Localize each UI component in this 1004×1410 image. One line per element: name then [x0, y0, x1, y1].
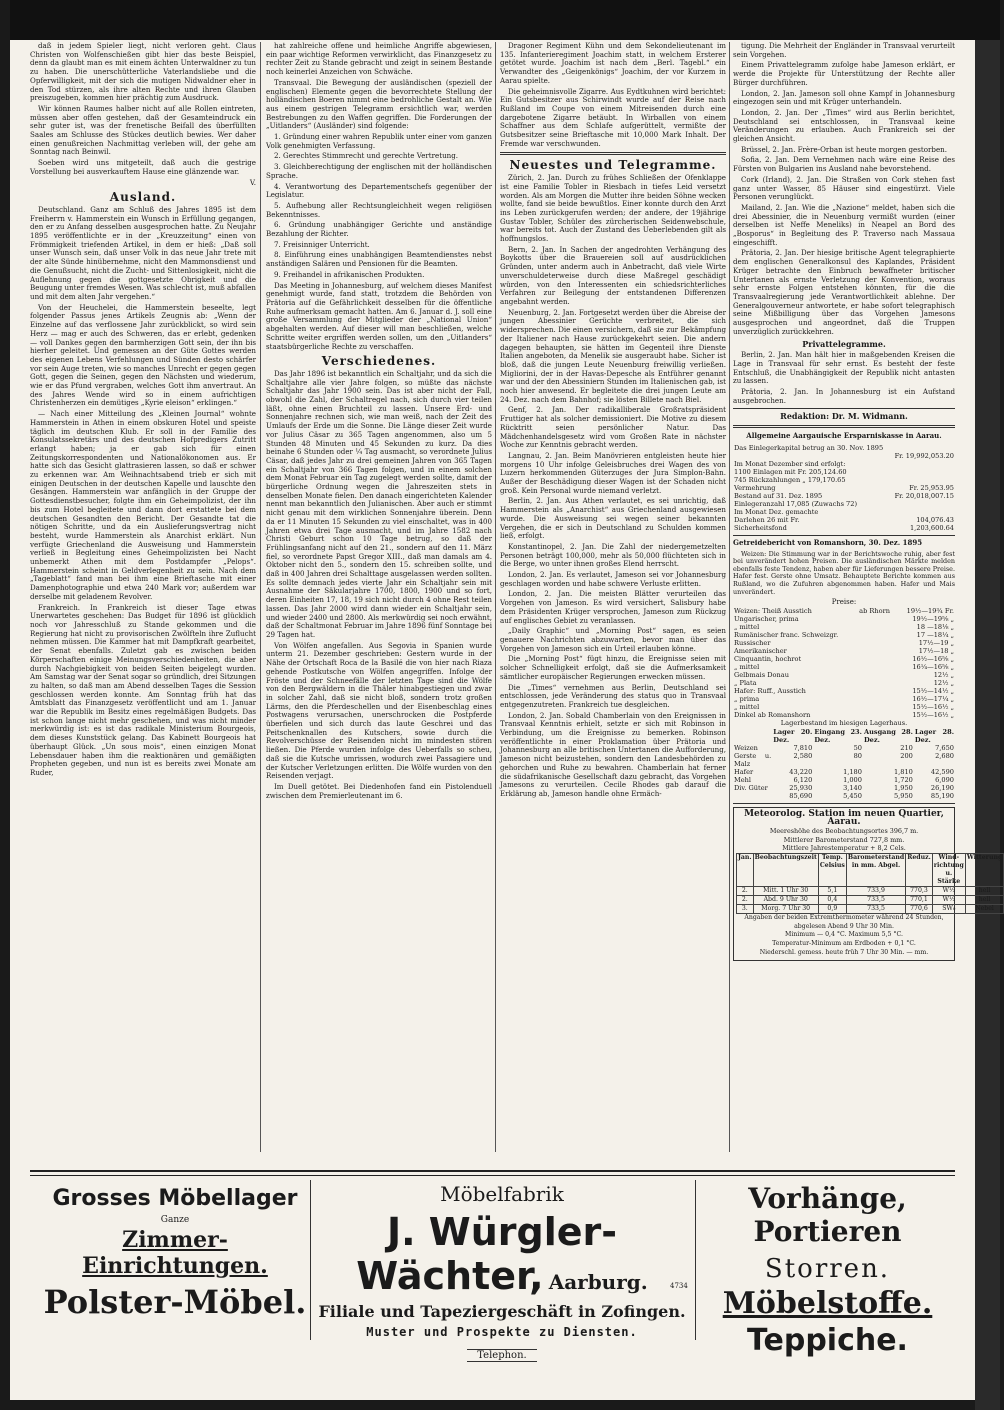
ad-text: Teppiche.	[747, 1323, 908, 1358]
table-cell: 18 —18⅛ „	[916, 622, 954, 631]
table-row	[733, 476, 955, 484]
news-item: Einem Privattelegramm zufolge habe Jameson erklärt, er werde die Projekte für Unterstützung der Rechte aller Bürger durchführen.	[733, 60, 955, 87]
paragraph: Von der Heuchelei, die Hammerstein beseelte, legt folgender Passus jenes Artikels Zeugnis ab: „Wenn der Einzelne auf das verflossene Jahr zurückblickt, so wird sein Herz — mag er auch des Schweren, das er erlebt, gedenken — voll Dankes gegen den barmherzigen Gott sein, der ihn bis hierher geleitet. Und gemessen an der Güte Gottes werden des eigenen Lebens Verfehlungen und Sünden desto schärfer vor sein Auge treten, wie so manches Unrecht er gegen gegen Gott, gegen die Seinen, gegen den Nächsten und wiederum, wie er das Pfund vergraben, welches Gott ihm anvertraut. An des Jahres Wende wird so in einem aufrichtigen Christenherzen ein demütiges „Kyrie eleison“ erklingen.“	[30, 302, 256, 408]
meteo-table	[736, 853, 1004, 914]
list-item: 1. Gründung einer wahren Republik unter einer vom ganzen Volk genehmigten Verfassung.	[266, 132, 492, 150]
table-cell: 25,930	[789, 783, 813, 792]
section-title-ausland: Ausland.	[109, 190, 177, 205]
news-item: London, 2. Jan. Die meisten Blätter verurteilen das Vorgehen von Jameson. Es wird versichert, Salisbury habe dem Präsidenten Krüger versprochen, Jameson zum Rückzug auf englisches Gebiet zu veranlassen.	[500, 589, 726, 625]
ad-text: Ganze	[160, 1215, 190, 1225]
meteo-foot: Angaben der beiden Extremthermometer während 24 Stunden, abgelesen Abend 9 Uhr 30 Min.	[744, 914, 944, 930]
table-cell: Vermehrung	[734, 483, 776, 492]
ad-rule	[30, 1170, 955, 1172]
table-cell: 17½—18 „	[918, 646, 954, 655]
table-cell: Cinquantin, hochrot	[734, 654, 802, 663]
table-cell	[858, 687, 897, 695]
table-row	[733, 655, 955, 663]
ad-wuergler	[312, 1180, 692, 1361]
table-cell: 1,810	[893, 767, 913, 776]
ad-text: Aarburg.	[548, 1270, 648, 1294]
news-item: Genf, 2. Jan. Der radikalliberale Großratspräsident Fruttiger hat als solcher demissioniert. Die Motive zu diesem Rücktritt seien persönlicher Natur. Das Mädchenhandelsgesetz wird vom Großen Rate in nächster Woche zur Kenntnis gebracht werden.	[500, 405, 726, 450]
ad-text: Polster-Möbel.	[43, 1283, 307, 1321]
paragraph: — Nach einer Mitteilung des „Kleinen Journal“ wohnte Hammerstein in Athen in einem obskuren Hotel und speiste täglich im deutschen Klub. Er soll in der Familie des Konsulatssekretärs und des deutschen Hofpredigers Zutritt erlangt haben; ja er gab sich für einen Zeitungskorrespondenten und Nationalökonomen aus. Er hatte sich das Gesicht glattrasieren lassen, so daß er schwer zu erkennen war. Am Weihnachtsabend trieb er sich mit einigen Deutschen in der deutschen Kapelle und lauschte den Gesängen. Hammerstein war anfänglich in der Gruppe der Gottesdienstbesucher, folgte ihm ein Geheimpolizist, der ihn bis zum Hotel begleitete und dann dort erstattete bei dem deutschen Gesandten den Bericht. Der Gesandte tat die nötigen Schritte, und da ein Auslieferungsvertrag nicht besteht, wurde Hammerstein als Anarchist erklärt. Nun verfügte Griechenland die Ausweisung und Hammerstein verließ in Begleitung eines Geheimpolizisten bei Nacht unbemerkt Athen mit dem Postdampfer „Pelops“. Hammerstein scheint in Geldverlegenheit zu sein. Nach dem „Tageblatt“ fand man bei ihm eine Brieftasche mit einer Damenphotographie und etwa 240 Mark vor; außerdem war derselbe mit geladenem Revolver.	[30, 409, 256, 601]
list-item: 3. Gleichberechtigung der englischen mit der holländischen Sprache.	[266, 162, 492, 180]
table-row	[733, 695, 955, 703]
table-cell: „ prima	[734, 694, 760, 703]
table-cell	[858, 695, 897, 703]
table-row	[733, 687, 955, 695]
table-cell: W½	[932, 887, 965, 896]
table-cell: Im Monat Dezember sind erfolgt:	[734, 459, 846, 468]
table-cell: Gerste u. Malz	[734, 751, 772, 768]
table-cell: 2,580	[793, 751, 813, 760]
ad-text: Telephon.	[467, 1349, 536, 1362]
table-cell: Sicherheitsfond	[734, 523, 787, 532]
meteo-sub: Meereshöhe des Beobachtungsortes 396,7 m.	[769, 826, 919, 835]
table-cell: 210	[900, 743, 913, 752]
table-cell: Fr. 19,992,053.20	[894, 451, 954, 460]
table-cell	[858, 679, 897, 687]
table-cell	[858, 671, 897, 679]
list-item: 7. Freisinniger Unterricht.	[274, 239, 370, 249]
table-cell: 2,680	[935, 751, 954, 760]
table-cell: 745 Rückzahlungen „ 179,170.65	[734, 475, 846, 484]
column-header: Beobachtungszeit	[753, 854, 818, 887]
table-cell	[858, 623, 897, 631]
meteo-title: Meteorolog. Station im neuen Quartier, Aarau.	[744, 808, 944, 828]
ad-text: Muster und Prospekte zu Diensten.	[366, 1325, 638, 1339]
table-row	[733, 679, 955, 687]
table-cell: 43,220	[789, 767, 813, 776]
table-cell: Rumänischer franc. Schweizgr.	[734, 630, 839, 639]
table-row	[733, 468, 955, 476]
table-cell: 770,1	[906, 896, 933, 905]
meteo-sub: Mittlere Jahrestemperatur + 8,2 Cels.	[782, 844, 906, 853]
meteo-foot: Temperatur-Minimum am Erdboden + 0,1 °C.	[772, 940, 916, 948]
table-row	[733, 524, 955, 532]
table-row	[733, 615, 955, 623]
table-row	[733, 647, 955, 655]
table-cell: 16½—17¼ „	[912, 694, 954, 703]
table-cell: SW₀	[932, 905, 965, 914]
table-cell: Weizen: Theiß Ausstich	[734, 606, 812, 615]
table-cell: 2.	[737, 887, 754, 896]
table-row	[737, 887, 1004, 896]
table-cell: 15½—14½ „	[912, 686, 954, 695]
table-cell: 16¼—16⅝ „	[912, 662, 954, 671]
table-cell	[891, 508, 955, 516]
page-shadow	[975, 40, 1000, 1410]
ad-vorhaenge	[700, 1180, 955, 1358]
table-cell: Weizen	[734, 743, 758, 752]
table-cell: 733,5	[846, 896, 905, 905]
lager-table	[733, 728, 955, 800]
table-cell	[891, 476, 955, 484]
redaktion-line: Redaktion: Dr. M. Widmann.	[780, 411, 908, 422]
table-cell: 5,450	[843, 791, 862, 800]
column-divider	[260, 42, 261, 1152]
table-cell: Abd. 9 Uhr 30	[753, 896, 818, 905]
table-cell: 6,120	[793, 775, 813, 784]
table-row	[733, 744, 955, 752]
paragraph: Die geheimnisvolle Zigarre. Aus Eydtkuhnen wird berichtet: Ein Gutsbesitzer aus Schirwindt wurde auf der Reise nach Rußland im Coupe von einem Mitreisenden durch eine dargebotene Zigarre betäubt. In Wirballen von einem Schaffner aus dem Schlafe aufgerüttelt, vermißte der Gutsbesitzer seine Brieftasche mit 10,000 Mark Inhalt. Der Fremde war verschwunden.	[500, 86, 726, 148]
paragraph: Das Meeting in Johannesburg, auf welchem dieses Manifest genehmigt wurde, fand statt, trotzdem die Behörden von Prätoria auf die Gefährlichkeit desselben für die öffentliche Ruhe aufmerksam gemacht hatten. Am 6. Januar d. J. soll eine große Versammlung der Mitglieder der „National Union“ abgehalten werden. Auf dieser will man beschließen, welche Schritte weiter ergriffen werden sollen, um den „Uitlanders“ staatsbürgerliche Rechte zu verschaffen.	[266, 280, 492, 351]
column-header: Wind-richtung u. Stärke	[933, 854, 964, 886]
table-cell: 19½—19⅝ „	[912, 614, 954, 623]
meteo-foot: Niederschl. gemess. heute früh 7 Uhr 30 Min. — mm.	[759, 948, 929, 956]
table-cell: hell	[965, 896, 1003, 905]
preise-table	[733, 607, 955, 719]
kasse-table	[733, 444, 955, 532]
rule	[733, 535, 955, 536]
table-cell	[733, 452, 891, 460]
news-item: London, 2. Jan. Es verlautet, Jameson sei vor Johannesburg geschlagen worden und habe schwere Verluste erlitten.	[500, 570, 726, 588]
column-header: Temp. Celsius	[818, 854, 846, 887]
table-cell: Ungarischer, prima	[734, 614, 799, 623]
table-row	[733, 711, 955, 719]
privattelegramme-title: Privattelegramme.	[802, 338, 886, 349]
meteo-sub: Mittlerer Barometerstand 727,8 mm.	[783, 835, 905, 844]
table-row	[733, 703, 955, 711]
table-cell: 85,690	[789, 791, 813, 800]
column-header: Lager 20. Dez.	[773, 727, 813, 744]
table-cell: Einlegeranzahl 17,085 (Zuwachs 72)	[734, 499, 858, 508]
table-cell: Mehl	[734, 775, 752, 784]
table-cell: 12½ „	[933, 670, 954, 679]
table-cell: 200	[900, 751, 913, 760]
rule	[733, 803, 955, 804]
table-cell: Hafer: Ruff., Ausstich	[734, 686, 806, 695]
paragraph-transvaal: Transvaal. Die Bewegung der ausländischen (speziell der englischen) Elemente gegen die bevorrechtete Stellung der holländischen Boeren nimmt eine bedrohliche Gestalt an. Wie aus einem gestrigen Telegramm ersichtlich war, werden Bestrebungen zu den Waffen gegriffen. Die Forderungen der „Uitlanders“ (Ausländer) sind folgende:	[266, 77, 492, 131]
ad-text: Filiale und Tapeziergeschäft in Zofingen.	[318, 1302, 686, 1321]
table-cell: Nebel	[965, 905, 1003, 914]
table-cell: „ mittel	[734, 622, 760, 631]
table-cell: hell	[965, 887, 1003, 896]
table-cell: 0,4	[818, 896, 846, 905]
table-cell: Dinkel ab Romanshorn	[734, 710, 811, 719]
column-2	[266, 42, 492, 1157]
paragraph: hat zahlreiche offene und heimliche Angriffe abgewiesen, ein paar wichtige Reformen verwirklicht, das Finanzgesetz zu rechter Zeit zu Stande gebracht und zeigt in seinem Bestande noch keinerlei Anzeichen von Schwäche.	[266, 41, 492, 77]
lager-title: Lagerbestand im hiesigen Lagerhaus.	[780, 718, 908, 727]
ad-text: Möbelstoffe.	[722, 1286, 933, 1321]
getreide-intro: Weizen: Die Stimmung war in der Berichtswoche ruhig, aber fest bei unverändert hohen Preisen. Die ausländischen Märkte melden ebenfalls feste Tendenz, haben aber für Lieferungen bessere Preise. Hafer fest. Gerste ohne Umsatz. Behauptete Berichte kommen aus Rußland, wo die Zufuhren abgenommen haben. Hafer und Mais unverändert.	[733, 549, 955, 596]
table-cell: 15½—16½ „	[912, 710, 954, 719]
rule	[500, 152, 726, 155]
table-cell	[858, 615, 897, 623]
getreide-title: Getreidebericht von Romanshorn, 30. Dez. 1895	[733, 537, 923, 547]
table-cell: Das Einlegerkapital betrug an 30. Nov. 1895	[734, 443, 884, 452]
list-item: 8. Einführung eines unabhängigen Beamtendienstes nebst anständigen Salären und Pensionen für die Beamten.	[266, 250, 492, 269]
table-cell: 770,6	[906, 905, 933, 914]
table-cell	[858, 663, 897, 671]
table-row	[733, 768, 955, 776]
news-item: Sofia, 2. Jan. Dem Vernehmen nach wäre eine Reise des Fürsten von Bulgarien ins Ausland nahe bevorstehend.	[733, 155, 955, 174]
paragraph: Wir können Raumes halber nicht auf alle Rollen eintreten, müssen aber offen gestehen, daß der Gesamteindruck ein sehr guter ist, was der frenetische Beifall des überfüllten Saales am Schlusse des Stückes deutlich bewies. Wer daher einen genußreichen Nachmittag verleben will, der gehe am Sonntag nach Beinwil.	[30, 103, 256, 157]
news-item: „Daily Graphic“ und „Morning Post“ sagen, es seien genauere Nachrichten abzuwarten, bevor man über das Vorgehen von Jameson sich ein Urteil erlauben könne.	[500, 626, 726, 653]
preise-title: Preise:	[831, 598, 857, 607]
ad-moebellager	[40, 1180, 310, 1340]
table-cell: Hafer	[734, 767, 754, 776]
ad-code: 4734	[670, 1282, 688, 1290]
table-row	[733, 752, 955, 768]
table-cell: 6,090	[935, 775, 954, 784]
paragraph: daß in jedem Spieler liegt, nicht verloren geht. Claus Christen von Wolfenschießen gibt hier das beste Beispiel, denn da glaubt man es mit einem ächten Unterwaldner zu tun zu haben. Die unerschütterliche Vaterlandsliebe und die Opferwilligkeit, mit der sich die mutigen Nidwaldner eher in den Tod stürzen, als ihre alten Rechte und ihren Glauben preiszugeben, kommen hier prächtig zum Ausdruck.	[30, 41, 256, 103]
news-item: Prätoria, 2. Jan. In Johannesburg ist ein Aufstand ausgebrochen.	[733, 387, 955, 405]
column-header: Jan.	[737, 854, 754, 887]
news-item: Bern, 2. Jan. In Sachen der angedrohten Verhängung des Boykotts über die Brauereien soll auf ausdrücklichen Gründen, unter anderm auch in Anbetracht, daß viele Wirte unverschuldeterweise durch diese Maßregel geschädigt würden, von den Interessenten ein schiedsrichterliches Verfahren zur Beilegung der entstandenen Differenzen angebahnt werden.	[500, 244, 726, 306]
table-cell: „ Plata	[734, 678, 757, 687]
paragraph-frankreich: Frankreich. In Frankreich ist dieser Tage etwas Unerwartetes geschehen: Das Budget für 1896 ist glücklich noch vor Jahresschluß zu Stande gekommen und die Regierung hat nicht zu provisorischen Zwölfteln ihre Zuflucht nehmen müssen. Die Kammer hat mit Dampfkraft gearbeitet, der Senat ebenfalls. Zuletzt gab es zwischen beiden Körperschaften einige Meinungsverschiedenheiten, die aber durch Nachgiebigkeit von beiden Seiten beigelegt wurden. Am Samstag war der Senat sogar so gründlich, drei Sitzungen zu halten, so daß man am Abend desselben Tages die Session geschlossen werden konnte. Am Sonntag früh hat das Amtsblatt das Finanzgesetz veröffentlicht und am 1. Januar war die Republik im Besitz eines regelmäßigen Budgets. Das ist schon lange nicht mehr geschehen, und was nicht minder merkwürdig ist: es ist das radikale Ministerium Bourgeois, dem dieses Kunststück gelang. Das Kabinett Bourgeois hat überhaupt Glück. „Un sous mois“, einen einzigen Monat Lebensdauer haben ihm die reaktionären und gemäßigten Propheten gegeben, und nun ist es bereits zwei Monate am Ruder,	[30, 602, 256, 777]
table-cell: 0,9	[818, 905, 846, 914]
table-row	[733, 508, 955, 516]
ad-divider	[310, 1180, 311, 1340]
table-cell: 19½—19¾ Fr.	[906, 606, 954, 615]
table-row	[737, 896, 1004, 905]
table-cell: W½	[932, 896, 965, 905]
table-cell: 5,950	[893, 791, 913, 800]
column-header: Witterung	[965, 854, 1003, 887]
table-cell: 733,9	[846, 887, 905, 896]
paragraph: Soeben wird uns mitgeteilt, daß auch die gestrige Vorstellung bei ausverkauftem Hause eine glänzende war.	[30, 158, 256, 176]
table-row	[733, 792, 955, 800]
table-cell	[891, 444, 955, 452]
news-item: Neuenburg, 2. Jan. Fortgesetzt werden über die Abreise der jungen Abessinier Gerüchte verbreitet, die sich widersprechen. Die einen versichern, daß sie zur Bekämpfung der Italiener nach Hause zurückgekehrt seien. Die andern dagegen behaupten, sie hätten im Gegenteil ihre Dienste Italien angeboten, da Menelik sie ausgeraubt habe. Sicher ist bloß, daß die jungen Leute Neuenburg freiwillig verließen. Migliorini, der in der Havas-Depesche als Entführer genannt war und der den Abessiniern Stunden im Italienischen gab, ist noch hier anwesend. Er begleitete die drei jungen Leute am 24. Dez. nach dem Bahnhof; sie lösten Billete nach Biel.	[500, 307, 726, 404]
table-cell: 1,000	[843, 775, 862, 784]
news-item: Die „Times“ vernehmen aus Berlin, Deutschland sei entschlossen, jede Veränderung des status quo in Transvaal entgegenzutreten. Frankreich tue desgleichen.	[500, 682, 726, 709]
table-cell: Bestand auf 31. Dez. 1895	[734, 491, 823, 500]
table-cell	[858, 703, 897, 711]
top-margin	[10, 0, 1000, 40]
paragraph-deutschland: Deutschland. Ganz am Schluß des Jahres 1895 ist dem Freiherrn v. Hammerstein ein Wunsch in Erfüllung gegangen, den er zu Anfang desselben ausgesprochen hatte. Zu Neujahr 1895 veröffentlichte er in der „Kreuzzeitung“ einen von Frömmigkeit triefenden Artikel, in dem er hieß: „Daß soll unser Wunsch sein, daß unser Volk in das neue Jahr trete mit der alte Sünde hinübernehme, nicht den Mammonsdienst und die Genußsucht, nicht die Zucht- und Sittenlosigkeit, nicht die Auflehnung gegen die gottgesetzte Obrigkeit und die Beugung unter fremdes Wesen. Was schlecht ist, muß abfallen und mit dem alten Jahr vergehen.“	[30, 204, 256, 301]
table-cell: 16½—16⅝ „	[912, 654, 954, 663]
table-cell: Fr. 25,953.95	[909, 483, 954, 492]
news-item: London, 2. Jan. Sobald Chamberlain von den Ereignissen in Transvaal Kenntnis erhielt, setzte er sich mit Robinson in Verbindung, um die Ereignisse zu bemerken. Robinson veröffentlichte in einer Proklamation über Prätoria und Johannesburg an alle britischen Untertanen die Aufforderung, Jameson nicht beizustehen, sondern den Landesbehörden zu gehorchen und Ruhe zu bewahren. Chamberlain hat ferner die südafrikanische Gesellschaft dazu gebracht, das Vorgehen Jamesons zu verurteilen. Cecile Rhodes gab darauf die Erklärung ab, Jameson handle ohne Ermäch-	[500, 710, 726, 798]
column-header: Lager 28. Dez.	[914, 727, 954, 744]
news-item: Prätoria, 2. Jan. Der hiesige britische Agent telegraphierte dem englischen Generalkonsul des Kaplandes, Präsident Krüger betrachte den Einbruch bewaffneter britischer Untertanen als ernste Verletzung der Konvention, woraus sehr ernste Folgen entstehen könnten, für die die Transvaalregierung jede Verantwortlichkeit ablehne. Der Generalgouverneur antwortete, er habe sofort telegraphisch seine Mißbilligung über das Vorgehen Jamesons ausgesprochen und angeordnet, daß die Truppen unverzüglich zurückkehren.	[733, 248, 955, 336]
table-cell: Morg. 7 Uhr 30	[753, 905, 818, 914]
ad-text: Zimmer-Einrichtungen.	[82, 1227, 268, 1279]
table-cell: 1,180	[843, 767, 862, 776]
table-row	[733, 484, 955, 492]
table-cell: Russischer	[734, 638, 771, 647]
column-3	[500, 42, 726, 1157]
table-row	[733, 607, 955, 615]
news-item: tigung. Die Mehrheit der Engländer in Transvaal verurteilt sein Vorgehen.	[733, 41, 955, 59]
table-cell: 80	[853, 751, 862, 760]
ad-text: Storren.	[764, 1254, 891, 1284]
column-header: Eingang 23. Dez.	[814, 727, 862, 744]
table-cell: 733,5	[846, 905, 905, 914]
table-row	[733, 623, 955, 631]
table-cell: Fr. 20,018,007.15	[894, 491, 954, 500]
ad-headline: Vorhänge, Portieren	[748, 1182, 907, 1248]
list-item: 4. Verantwortung des Departementschefs gegenüber der Legislatur.	[266, 181, 492, 200]
table-cell: 15½—16½ „	[912, 702, 954, 711]
column-1	[30, 42, 256, 1157]
table-row	[733, 452, 955, 460]
table-row	[733, 784, 955, 792]
table-cell	[891, 460, 955, 468]
table-cell: Mitt. 1 Uhr 30	[753, 887, 818, 896]
table-cell	[891, 500, 955, 508]
table-row	[733, 460, 955, 468]
table-cell: 26,190	[930, 783, 954, 792]
table-cell: 3.	[737, 905, 754, 914]
column-header: Barometerstand in mm. Abgel.	[846, 854, 905, 887]
table-cell: 1,720	[893, 775, 913, 784]
ad-headline: J. Würgler-Wächter,	[356, 1210, 618, 1298]
table-row	[733, 671, 955, 679]
table-cell	[858, 639, 897, 647]
table-row	[733, 631, 955, 639]
news-item: Mailand, 2. Jan. Wie die „Nazione“ meldet, haben sich die drei Abessinier, die in Neuenburg vermißt wurden (einer derselben ist Neffe Meneliks) in Neapel an Bord des „Bosporus“ in Begleitung des P. Traverso nach Massaua eingeschifft.	[733, 202, 955, 247]
column-divider	[495, 42, 496, 1152]
news-item: Zürich, 2. Jan. Durch zu frühes Schließen der Ofenklappe ist eine Familie Tobler in Riesbach in tiefes Leid versetzt worden. Als am Morgen die Mutter ihre beiden Söhne wecken wollte, fand sie beide bewußtlos. Einer konnte durch den Arzt ins Leben zurückgerufen werden; der andere, der 19jährige Gustav Tobler, Schüler des zürcherischen Seidenwebschule, war bereits tot. Auch der Zustand des Ueberlebenden gilt als hoffnungslos.	[500, 173, 726, 244]
table-cell: 50	[853, 743, 862, 752]
news-item: Langnau, 2. Jan. Beim Manövrieren entgleisten heute hier morgens 10 Uhr infolge Geleisbruches drei Wagen des von Luzern herkommenden Güterzuges der Jura Simplon-Bahn. Außer der Beschädigung dieser Wagen ist der Schaden nicht groß. Kein Personal wurde niemand verletzt.	[500, 450, 726, 495]
table-row	[733, 500, 955, 508]
table-cell: 1,203,600.64	[909, 523, 954, 532]
table-cell: 85,190	[930, 791, 954, 800]
news-item: Konstantinopel, 2. Jan. Die Zahl der niedergemetzelten Personen beträgt 100,000, mehr als 50,000 flüchteten sich in die Berge, wo unter ihnen großes Elend herrscht.	[500, 541, 726, 569]
table-cell: 7,810	[793, 743, 813, 752]
table-cell: Amerikanischer	[734, 646, 787, 655]
meteo-foot: Minimum — 0,4 °C. Maximum 5,5 °C.	[784, 931, 904, 939]
table-cell: 104,076.43	[916, 515, 954, 524]
table-cell: 42,590	[930, 767, 954, 776]
news-item: Die „Morning Post“ fügt hinzu, die Ereignisse seien mit solcher Schnelligkeit erfolgt, daß sie die Aufmerksamkeit sämtlicher europäischer Regierungen erwecken müssen.	[500, 654, 726, 681]
list-item: 5. Aufhebung aller Rechtsungleichheit wegen religiösen Bekenntnisses.	[266, 200, 492, 219]
table-cell: ab Rhorn	[859, 606, 890, 615]
news-item: London, 2. Jan. Der „Times“ wird aus Berlin berichtet, Deutschland sei entschlossen, in Transvaal keine Veränderungen zu erlauben. Auch Frankreich sei der gleichen Ansicht.	[733, 107, 955, 144]
table-cell	[733, 792, 772, 800]
column-header: Ausgang 28. Dez.	[863, 727, 913, 744]
table-cell: 12½ „	[933, 678, 954, 687]
column-divider	[729, 42, 730, 1152]
table-cell	[858, 631, 897, 639]
table-row	[733, 444, 955, 452]
ad-text: Möbelfabrik	[440, 1182, 564, 1206]
table-cell: 770,3	[906, 887, 933, 896]
table-row	[733, 663, 955, 671]
table-cell: Im Monat Dez. gemachte	[734, 507, 819, 516]
ad-headline: Grosses Möbellager	[52, 1186, 298, 1211]
paragraph: Im Duell getötet. Bei Diedenhofen fand ein Pistolenduell zwischen dem Premierleutenant im 6.	[266, 781, 492, 800]
meteo-box	[733, 807, 1003, 961]
table-cell: 2.	[737, 896, 754, 905]
table-cell	[858, 711, 897, 719]
table-row	[733, 492, 955, 500]
table-row	[733, 516, 955, 524]
column-header: Reduz.	[906, 854, 933, 887]
rule	[733, 425, 955, 428]
news-item: Cork (Irland), 2. Jan. Die Straßen von Cork stehen fast ganz unter Wasser, 85 Häuser sind eingestürzt. Viele Personen verunglückt.	[733, 174, 955, 202]
table-cell: „ mittel	[734, 662, 760, 671]
table-cell: Gelbmais Donau	[734, 670, 789, 679]
table-cell	[891, 468, 955, 476]
table-cell: 1,950	[893, 783, 913, 792]
news-item: London, 2. Jan. Jameson soll ohne Kampf in Johannesburg eingezogen sein und mit Krüger unterhandeln.	[733, 88, 955, 107]
table-cell: 5,1	[818, 887, 846, 896]
table-cell: 17 —18¼ „	[916, 630, 954, 639]
table-cell: „ mittel	[734, 702, 760, 711]
ad-rule	[30, 1175, 955, 1176]
news-item: Berlin, 2. Jan. Man hält hier in maßgebenden Kreisen die Lage in Transvaal für sehr ernst. Es besteht der feste Entschluß, die Unabhängigkeit der Republik nicht antasten zu lassen.	[733, 350, 955, 386]
paragraph: Dragoner Regiment Kühn und dem Sekondelieutenant im 135. Infanterieregiment Joachim statt, in welchem Ersterer getötet wurde. Joachim ist nach dem „Berl. Tagebl.“ ein Verwandter des „Geigenkönigs“ Joachim, der vor Kurzem in Aarau spielte.	[500, 41, 726, 85]
rule	[733, 408, 955, 409]
list-item: 6. Gründung unabhängiger Gerichte und anständige Bezahlung der Richter.	[266, 220, 492, 239]
table-row	[733, 776, 955, 784]
ad-divider	[695, 1180, 696, 1340]
table-cell: 3,140	[843, 783, 862, 792]
table-cell	[858, 655, 897, 663]
table-cell: 17½—19 „	[918, 638, 954, 647]
table-cell: Darlehen 26 mit Fr.	[734, 515, 800, 524]
section-title-telegramme: Neuestes und Telegramme.	[509, 158, 717, 173]
table-cell	[858, 647, 897, 655]
news-item: Brüssel, 2. Jan. Frère-Orban ist heute morgen gestorben.	[741, 144, 947, 154]
section-title-verschiedenes: Verschiedenes.	[321, 354, 437, 369]
paragraph: Von Wölfen angefallen. Aus Segovia in Spanien wurde unterm 21. Dezember geschrieben: Gestern wurde in der Nähe der Ortschaft Roca de la Basilé die von hier nach Riaza gehende Postkutsche von Wölfen angegriffen. Infolge der Fröste und der Schneefälle der letzten Tage sind die Wölfe von den Bergwäldern in die Thäler hinabgestiegen und zwar in solcher Zahl, daß sie nicht bloß, sondern trotz großen Lärms, den die Pferdeschellen und der Eisenbeschlag eines Postwagens verursachen, unerschrocken die Postpferde überfielen und sich durch das laute Geschrei und das Peitschenknallen des Kutschers, sowie durch die Revolverschüsse der Reisenden nicht im mindesten stören ließen. Die Pferde wurden infolge des Ueberfalls so scheu, daß sie die Kutsche umrissen, wodurch zwei Passagiere und der Kutscher Verletzungen erlitten. Die Wölfe wurden von den Reisenden verjagt.	[266, 640, 492, 781]
table-cell: Div. Güter	[734, 783, 768, 792]
list-item: 9. Freihandel in afrikanischen Produkten.	[274, 269, 425, 279]
table-row	[737, 905, 1004, 914]
table-row	[733, 639, 955, 647]
list-item: 2. Gerechtes Stimmrecht und gerechte Vertretung.	[274, 151, 459, 161]
signature: V.	[249, 177, 256, 187]
news-item: Berlin, 2. Jan. Aus Athen verlautet, es sei unrichtig, daß Hammerstein als „Anarchist“ aus Griechenland ausgewiesen wurde. Die Ausweisung sei wegen seiner bekannten Vergehen, die er sich in Deutschland zu Schulden kommen ließ, erfolgt.	[500, 496, 726, 541]
column-4	[733, 41, 1003, 1157]
table-cell: 1100 Einlagen mit Fr. 205,124.60	[734, 467, 847, 476]
paragraph: Das Jahr 1896 ist bekanntlich ein Schaltjahr, und da sich die Schaltjahre alle vier Jahre folgen, so müßte das nächste Schaltjahr das Jahr 1900 sein. Das ist aber nicht der Fall, obwohl die Zahl, der Schaltregel nach, sich durch vier teilen läßt, ohne einen Bruchteil zu lassen. Unsere Erd- und Sonnenjahre rechnen sich, wie man weiß, nach der Zeit des Umlaufs der Erde um die Sonne. Die Länge dieser Zeit wurde vor Julius Cäsar zu 365 Tagen angenommen, also um 5 Stunden 48 Minuten und 45 Sekunden zu kurz. Da dies beinahe 6 Stunden oder ¼ Tag ausmacht, so verordnete Julius Cäsar, daß jedes Jahr zu drei gemeinen Jahren von 365 Tagen ein Schaltjahr von 366 Tagen folgen, und in einem solchen dem Monat Februar ein Tag zugelegt werden sollte, damit der bürgerliche Ordnung wegen die Jahreszeiten stets in denselben Monate fielen. Den danach eingerichteten Kalender nennt man bekanntlich den Julianischen. Aber auch er stimmt nicht genau mit dem wirklichen Sonnenjahre überein. Denn da er 11 Minuten 15 Sekunden zu viel einschaltet, was in 400 Jahren etwa drei Tage ausmacht, und im Jahre 1582 nach Christi Geburt schon 10 Tage betrug, so daß der Frühlingsanfang nicht auf den 21., sondern auf den 11. März fiel, so verordnete Papst Gregor XIII., daß man damals am 4. Oktober nicht den 5., sondern den 15. schreiben sollte, und daß in 400 Jahren drei Schalttage ausgelassen werden sollten. Es sollte demnach jedes vierte Jahr ein Schaltjahr sein mit Ausnahme der Säkularjahre 1700, 1800, 1900 und so fort, deren Einheiten 17, 18, 19 sich nicht durch 4 ohne Rest teilen lassen. Das Jahr 2000 wird dann wieder ein Schaltjahr sein, und wieder 2400 und 2800. Als merkwürdig sei noch erwähnt, daß der Schaltmonat Februar im Jahre 1896 fünf Sonntage bei 29 Tagen hat.	[266, 368, 492, 639]
kasse-title: Allgemeine Aargauische Ersparniskasse in Aarau.	[746, 431, 942, 441]
table-cell: 7,650	[935, 743, 954, 752]
